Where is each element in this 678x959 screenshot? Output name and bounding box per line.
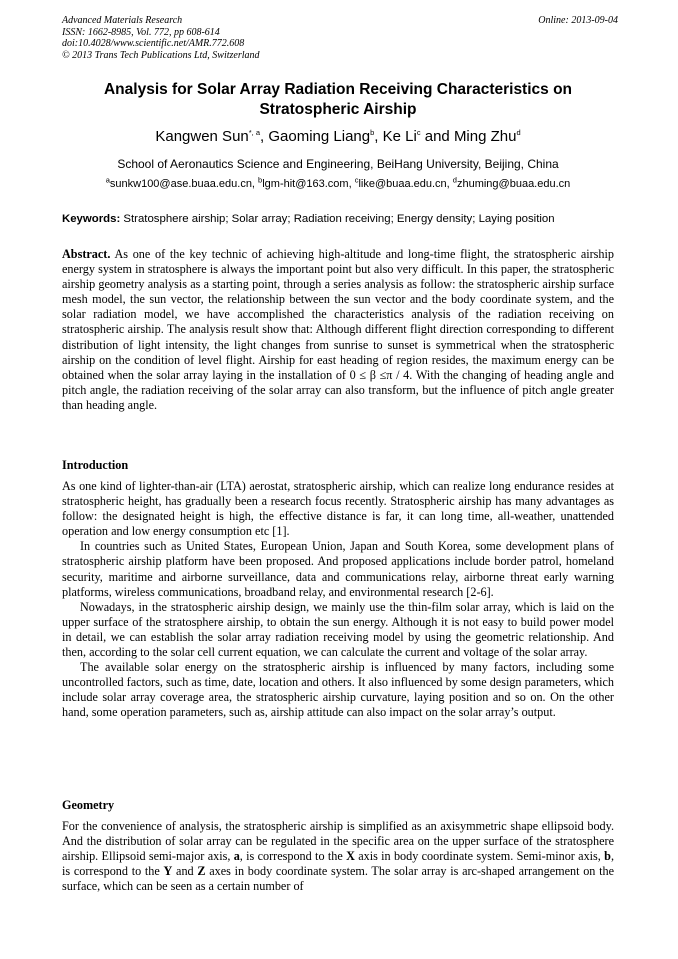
author-mark: *, a	[248, 128, 261, 137]
author-name: Gaoming Liang	[268, 128, 371, 145]
section-heading-geometry: Geometry	[62, 798, 115, 812]
paragraph: As one kind of lighter-than-air (LTA) aerostat, stratospheric airship, which can realize long endurance resides at stratospheric height, has gradually been a research focus recently. Stratospheric airship has many advantages as follow: the designated height is high, the effective distance is far, it can long time, all-weather, unattended operation and low energy consumption etc [1].	[62, 479, 614, 539]
author-mark: d	[516, 128, 521, 137]
online-date: Online: 2013-09-04	[538, 15, 618, 26]
journal-name: Advanced Materials Research	[62, 15, 183, 26]
keywords-text: Stratosphere airship; Solar array; Radiation receiving; Energy density; Laying position	[120, 213, 555, 225]
abstract-text: As one of the key technic of achieving high-altitude and long-time flight, the stratospheric airship energy system in stratosphere is always the important point but also very difficult. In this paper, the stratospheric airship geometry analysis as a starting point, through a series analysis as follow: the stratospheric airship surface mesh model, the sun vector, the relationship between the sun vector and the body coordinate system, and the solar radiation model, we have accomplished the characteristics analysis of the radiation receiving on stratospheric airship. The analysis result show that: Although different flight direction corresponding to different distribution of light intensity, the light changes from sunrise to sunset is symmetrical when the stratospheric airship on the condition of level flight. Airship for east heading of region resides, the maximum energy can be obtained when the solar array laying in the installation of 0 ≤ β ≤π / 4. With the changing of heading angle and pitch angle, the radiation receiving of the solar array can also transform, but the influence of pitch angle greater than heading angle.	[62, 247, 614, 412]
abstract	[62, 247, 614, 413]
symbol-y: Y	[163, 864, 173, 879]
author-name: Ke Li	[382, 128, 417, 145]
introduction-body	[62, 479, 614, 721]
paragraph: The available solar energy on the stratospheric airship is influenced by many factors, including some uncontrolled factors, such as time, date, location and others. It also influenced by some design parameters, which include solar array coverage area, the stratospheric airship curvature, laying position and so on. On the other hand, some operation parameters, such as, airship attitude can also impact on the solar array’s output.	[62, 660, 614, 720]
keywords-label: Keywords:	[62, 213, 121, 225]
email-link[interactable]: lgm-hit@163.com,	[262, 178, 355, 190]
symbol-z: Z	[197, 864, 206, 879]
symbol-a: a	[233, 849, 240, 864]
affiliation: School of Aeronautics Science and Engineering, BeiHang University, Beijing, China	[117, 157, 559, 171]
email-link[interactable]: zhuming@buaa.edu.cn	[456, 178, 571, 190]
section-heading-introduction: Introduction	[62, 458, 129, 472]
author-name: Ming Zhu	[453, 128, 517, 145]
paragraph: In countries such as United States, European Union, Japan and South Korea, some development plans of stratospheric airship platform have been proposed. And proposed applications include border patrol, homeland security, maritime and airborne surveillance, data and communications relay, airborne threat early warning platforms, wireless communications, broadband relay, and environmental research [2-6].	[62, 539, 614, 599]
email-link[interactable]: like@buaa.edu.cn,	[358, 178, 453, 190]
author-mark: c	[416, 128, 421, 137]
email-link[interactable]: sunkw100@ase.buaa.edu.cn,	[109, 178, 259, 190]
doi-line: doi:10.4028/www.scientific.net/AMR.772.608	[62, 38, 245, 49]
author-name: Kangwen Sun	[155, 128, 249, 145]
author-mark: b	[370, 128, 375, 137]
paragraph: For the convenience of analysis, the stratospheric airship is simplified as an axisymmetric shape ellipsoid body. And the distribution of solar array can be regulated in the specific area on the upper surface of the stratosphere airship. Ellipsoid semi-major axis, a, is correspond to the X axis in body coordinate system. Semi-minor axis, b, is correspond to the Y and Z axes in body coordinate system. The solar array is arc-shaped arrangement on the surface, which can be seen as a certain number of	[62, 819, 614, 894]
keywords	[62, 212, 618, 227]
author-list: Kangwen Sun$^{*, a}$, Gaoming Liang$^b$, Ke Li$^c$ and Ming Zhu$^d$	[155, 128, 521, 145]
symbol-x: X	[346, 849, 355, 864]
abstract-label: Abstract.	[62, 247, 111, 261]
copyright-line: © 2013 Trans Tech Publications Ltd, Switzerland	[62, 49, 260, 61]
journal-header	[62, 15, 618, 61]
paragraph: Nowadays, in the stratospheric airship design, we mainly use the thin-film solar array, which is laid on the upper surface of the stratosphere airship, to obtain the sun energy. Although it is not easy to build power model in detail, we can establish the solar array radiation receiving model by using the geometric relationship. And then, according to the solar cell current equation, we can calculate the current and voltage of the solar array.	[62, 599, 614, 660]
symbol-b: b	[604, 849, 611, 864]
paper-title: Analysis for Solar Array Radiation Receiving Characteristics on Stratospheric Airship	[103, 81, 573, 118]
geometry-body	[62, 819, 614, 894]
email-list: $^a$sunkw100@ase.buaa.edu.cn, $^b$lgm-hit@163.com, $^c$like@buaa.edu.cn, $^d$zhuming@buaa.edu.cn	[105, 175, 571, 190]
issn-line: ISSN: 1662-8985, Vol. 772, pp 608-614	[62, 26, 220, 38]
